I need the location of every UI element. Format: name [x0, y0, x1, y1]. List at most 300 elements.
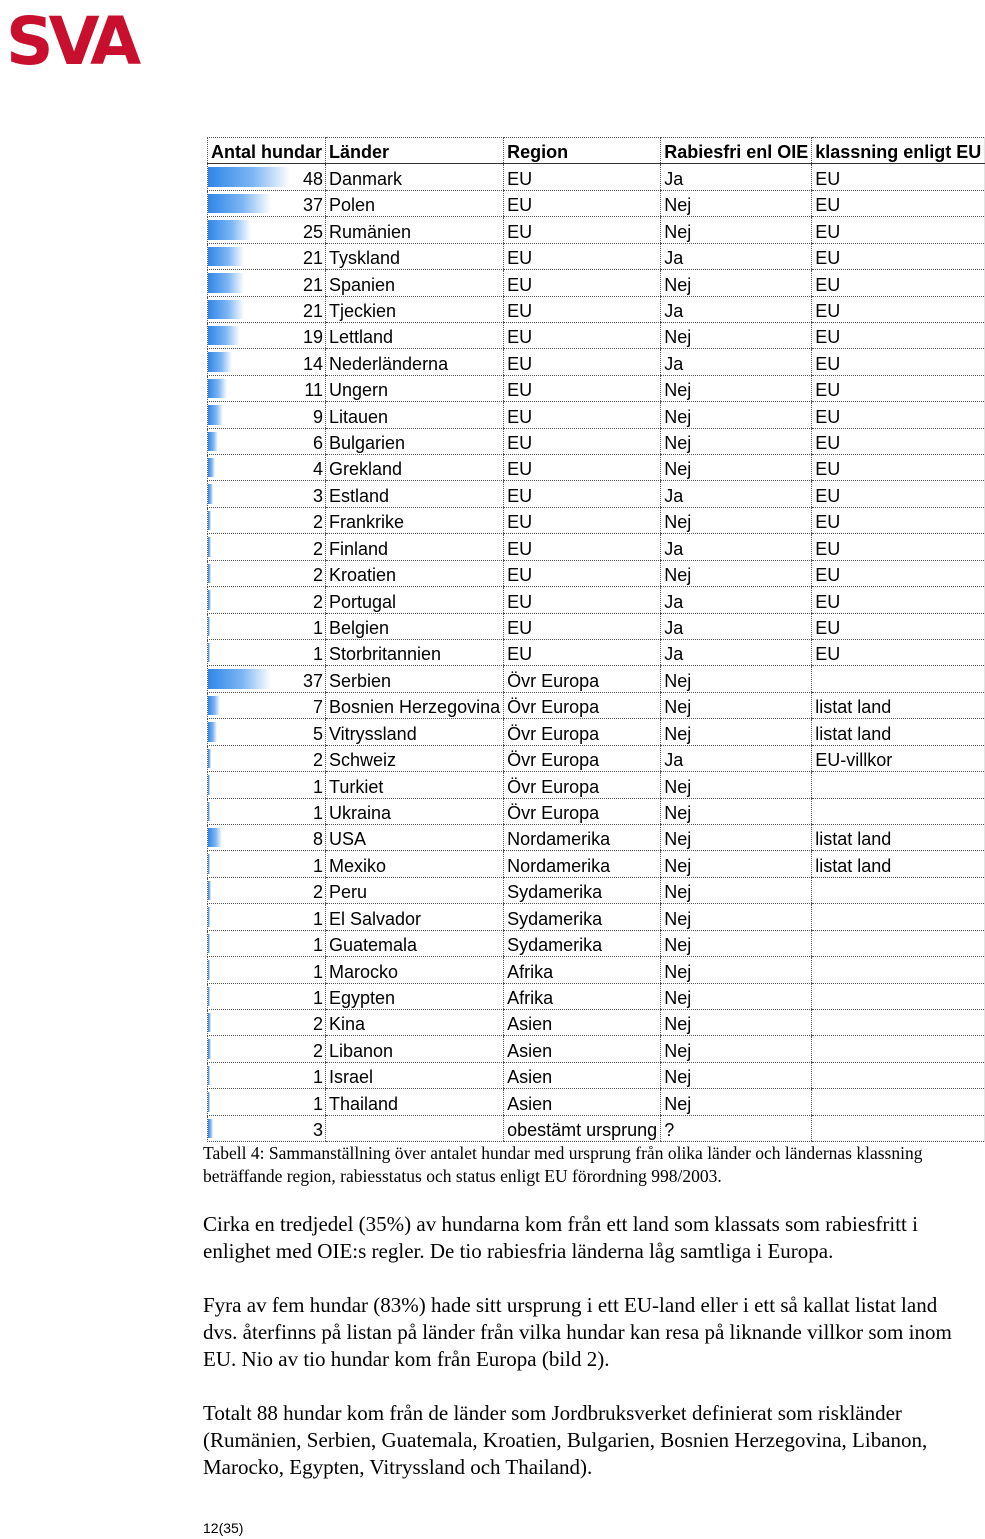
eu-class-cell: EU	[812, 481, 985, 507]
count-value: 1	[312, 618, 323, 639]
rabiesfri-cell: Nej	[661, 560, 812, 586]
count-cell	[208, 322, 326, 348]
count-value: 37	[302, 195, 323, 216]
count-value: 2	[312, 882, 323, 903]
eu-class-cell	[812, 1036, 985, 1062]
rabiesfri-cell: Ja	[661, 296, 812, 322]
region-cell: EU	[504, 349, 661, 375]
region-cell: EU	[504, 428, 661, 454]
count-value: 1	[312, 802, 323, 823]
count-data-bar	[208, 696, 220, 715]
rabiesfri-cell: Nej	[661, 217, 812, 243]
rabiesfri-cell: Nej	[661, 270, 812, 296]
eu-class-cell: listat land	[812, 824, 985, 850]
rabiesfri-cell: Nej	[661, 428, 812, 454]
count-data-bar	[208, 1013, 211, 1032]
country-cell: Turkiet	[326, 772, 504, 798]
count-data-bar	[208, 458, 215, 477]
table-row	[208, 904, 985, 930]
paragraph-rabiesfri: Cirka en tredjedel (35%) av hundarna kom från ett land som klassats som rabiesfritt i enlighet med OIE:s regler. De tio rabiesfria länderna låg samtliga i Europa.	[203, 1212, 918, 1263]
eu-class-cell: EU	[812, 164, 985, 190]
eu-class-cell: listat land	[812, 692, 985, 718]
region-cell: EU	[504, 190, 661, 216]
region-cell: Asien	[504, 1089, 661, 1115]
count-cell	[208, 1115, 326, 1141]
count-value: 2	[312, 1040, 323, 1061]
table-row	[208, 587, 985, 613]
count-cell	[208, 798, 326, 824]
count-data-bar	[208, 590, 211, 609]
eu-class-cell	[812, 798, 985, 824]
eu-class-cell: EU	[812, 587, 985, 613]
count-value: 37	[302, 670, 323, 691]
count-cell	[208, 375, 326, 401]
country-cell: Frankrike	[326, 507, 504, 533]
count-data-bar	[208, 960, 210, 979]
table-row	[208, 772, 985, 798]
rabiesfri-cell: Nej	[661, 1062, 812, 1088]
region-cell: obestämt ursprung	[504, 1115, 661, 1141]
country-cell	[326, 1115, 504, 1141]
eu-class-cell: EU	[812, 270, 985, 296]
count-data-bar	[208, 273, 244, 292]
sva-logo-text: SVA	[6, 3, 137, 80]
count-data-bar	[208, 167, 290, 186]
eu-class-cell: EU	[812, 560, 985, 586]
count-cell	[208, 455, 326, 481]
count-data-bar	[208, 643, 210, 662]
rabiesfri-cell: Nej	[661, 824, 812, 850]
count-data-bar	[208, 669, 271, 688]
rabiesfri-cell: Nej	[661, 455, 812, 481]
region-cell: EU	[504, 164, 661, 190]
header-lander: Länder	[326, 138, 504, 164]
table-row	[208, 719, 985, 745]
count-data-bar	[208, 405, 223, 424]
count-data-bar	[208, 802, 210, 821]
count-cell	[208, 534, 326, 560]
page-number: 12(35)	[203, 1520, 244, 1536]
rabiesfri-cell: Nej	[661, 983, 812, 1009]
table-row	[208, 1089, 985, 1115]
count-data-bar	[208, 537, 211, 556]
count-data-bar	[208, 1092, 210, 1111]
table-row	[208, 613, 985, 639]
count-cell	[208, 481, 326, 507]
count-value: 2	[312, 750, 323, 771]
rabiesfri-cell: Nej	[661, 851, 812, 877]
table-row	[208, 851, 985, 877]
table-row	[208, 930, 985, 956]
count-value: 3	[312, 1120, 323, 1141]
table-caption: Tabell 4: Sammanställning över antalet hundar med ursprung från olika länder och ländernas klassning beträffande region, rabiesstatus och status enligt EU förordning 998/2003.	[203, 1143, 923, 1186]
count-value: 9	[312, 406, 323, 427]
count-value: 1	[312, 987, 323, 1008]
count-cell	[208, 666, 326, 692]
count-value: 19	[302, 327, 323, 348]
table-row	[208, 983, 985, 1009]
count-cell	[208, 560, 326, 586]
rabiesfri-cell: Nej	[661, 375, 812, 401]
country-cell: Finland	[326, 534, 504, 560]
eu-class-cell: EU	[812, 243, 985, 269]
rabiesfri-cell: Ja	[661, 745, 812, 771]
country-cell: Estland	[326, 481, 504, 507]
count-value: 11	[304, 380, 323, 401]
region-cell: Asien	[504, 1036, 661, 1062]
eu-class-cell: EU	[812, 640, 985, 666]
count-cell	[208, 692, 326, 718]
count-value: 48	[302, 168, 323, 189]
table-row	[208, 560, 985, 586]
count-value: 3	[312, 485, 323, 506]
region-cell: Övr Europa	[504, 719, 661, 745]
country-cell: Grekland	[326, 455, 504, 481]
country-cell: Schweiz	[326, 745, 504, 771]
country-cell: Mexiko	[326, 851, 504, 877]
region-cell: EU	[504, 455, 661, 481]
rabiesfri-cell: Nej	[661, 904, 812, 930]
rabiesfri-cell: Nej	[661, 507, 812, 533]
count-cell	[208, 877, 326, 903]
table-row	[208, 243, 985, 269]
rabiesfri-cell: Nej	[661, 772, 812, 798]
country-cell: Spanien	[326, 270, 504, 296]
count-data-bar	[208, 907, 210, 926]
table-row	[208, 217, 985, 243]
region-cell: Övr Europa	[504, 772, 661, 798]
table-row	[208, 745, 985, 771]
count-cell	[208, 190, 326, 216]
region-cell: EU	[504, 296, 661, 322]
count-data-bar	[208, 379, 227, 398]
count-value: 2	[312, 512, 323, 533]
rabiesfri-cell: Nej	[661, 402, 812, 428]
count-cell	[208, 1036, 326, 1062]
table-row	[208, 1009, 985, 1035]
count-value: 1	[312, 935, 323, 956]
count-value: 8	[312, 829, 323, 850]
table-row	[208, 534, 985, 560]
count-cell	[208, 772, 326, 798]
eu-class-cell: EU	[812, 613, 985, 639]
table-row	[208, 190, 985, 216]
count-data-bar	[208, 1066, 210, 1085]
eu-class-cell	[812, 1089, 985, 1115]
region-cell: EU	[504, 375, 661, 401]
count-value: 2	[312, 538, 323, 559]
table-row	[208, 957, 985, 983]
count-data-bar	[208, 934, 210, 953]
count-cell	[208, 270, 326, 296]
count-cell	[208, 243, 326, 269]
rabiesfri-cell: Nej	[661, 1009, 812, 1035]
eu-class-cell: EU	[812, 534, 985, 560]
region-cell: EU	[504, 587, 661, 613]
region-cell: EU	[504, 481, 661, 507]
country-cell: Belgien	[326, 613, 504, 639]
country-cell: Serbien	[326, 666, 504, 692]
count-data-bar	[208, 775, 210, 794]
region-cell: Asien	[504, 1062, 661, 1088]
country-cell: Libanon	[326, 1036, 504, 1062]
rabiesfri-cell: Nej	[661, 930, 812, 956]
count-data-bar	[208, 617, 210, 636]
count-cell	[208, 851, 326, 877]
sva-logo	[6, 3, 162, 80]
rabiesfri-cell: Nej	[661, 957, 812, 983]
region-cell: EU	[504, 507, 661, 533]
eu-class-cell	[812, 666, 985, 692]
count-cell	[208, 428, 326, 454]
count-cell	[208, 402, 326, 428]
country-cell: Rumänien	[326, 217, 504, 243]
count-value: 2	[312, 565, 323, 586]
region-cell: Övr Europa	[504, 692, 661, 718]
table-row	[208, 507, 985, 533]
count-value: 1	[312, 1093, 323, 1114]
count-data-bar	[208, 194, 271, 213]
table-row	[208, 455, 985, 481]
eu-class-cell	[812, 772, 985, 798]
count-data-bar	[208, 1119, 213, 1138]
rabiesfri-cell: Nej	[661, 798, 812, 824]
country-cell: Ukraina	[326, 798, 504, 824]
count-cell	[208, 1062, 326, 1088]
table-row	[208, 428, 985, 454]
count-value: 2	[312, 1014, 323, 1035]
count-value: 7	[312, 697, 323, 718]
rabiesfri-cell: Nej	[661, 1089, 812, 1115]
count-data-bar	[208, 987, 210, 1006]
count-value: 1	[312, 908, 323, 929]
count-data-bar	[208, 247, 244, 266]
table-row	[208, 640, 985, 666]
count-data-bar	[208, 722, 217, 741]
region-cell: EU	[504, 322, 661, 348]
country-cell: Bulgarien	[326, 428, 504, 454]
eu-class-cell	[812, 1115, 985, 1141]
region-cell: EU	[504, 534, 661, 560]
country-cell: Peru	[326, 877, 504, 903]
eu-class-cell: EU	[812, 190, 985, 216]
rabiesfri-cell: Nej	[661, 692, 812, 718]
count-cell	[208, 745, 326, 771]
table-body	[208, 164, 985, 1142]
eu-class-cell: listat land	[812, 851, 985, 877]
count-data-bar	[208, 300, 244, 319]
country-cell: Marocko	[326, 957, 504, 983]
country-cell: Israel	[326, 1062, 504, 1088]
country-cell: Tjeckien	[326, 296, 504, 322]
count-value: 25	[302, 221, 323, 242]
header-antal-hundar: Antal hundar	[208, 138, 326, 164]
country-cell: Nederländerna	[326, 349, 504, 375]
count-value: 2	[312, 591, 323, 612]
count-value: 1	[312, 855, 323, 876]
paragraph-risklander: Totalt 88 hundar kom från de länder som Jordbruksverket definierat som riskländer (Rumänien, Serbien, Guatemala, Kroatien, Bulgarien, Bosnien Herzegovina, Libanon, Marocko, Egypten, Vitryssland och Thailand).	[203, 1401, 928, 1479]
count-data-bar	[208, 749, 211, 768]
region-cell: Asien	[504, 1009, 661, 1035]
count-cell	[208, 904, 326, 930]
eu-class-cell: EU	[812, 375, 985, 401]
eu-class-cell: EU	[812, 507, 985, 533]
count-value: 6	[312, 433, 323, 454]
count-cell	[208, 507, 326, 533]
eu-class-cell	[812, 1062, 985, 1088]
region-cell: Nordamerika	[504, 824, 661, 850]
country-cell: USA	[326, 824, 504, 850]
count-value: 4	[312, 459, 323, 480]
count-cell	[208, 930, 326, 956]
region-cell: EU	[504, 402, 661, 428]
country-cell: Lettland	[326, 322, 504, 348]
eu-class-cell: EU	[812, 402, 985, 428]
count-data-bar	[208, 432, 218, 451]
rabiesfri-cell: Nej	[661, 666, 812, 692]
table-row	[208, 270, 985, 296]
table-row	[208, 798, 985, 824]
count-data-bar	[208, 220, 251, 239]
region-cell: Sydamerika	[504, 930, 661, 956]
count-value: 14	[302, 353, 323, 374]
region-cell: Afrika	[504, 983, 661, 1009]
country-cell: Tyskland	[326, 243, 504, 269]
rabiesfri-cell: Ja	[661, 640, 812, 666]
count-cell	[208, 640, 326, 666]
region-cell: EU	[504, 560, 661, 586]
count-value: 21	[302, 300, 323, 321]
rabiesfri-cell: Nej	[661, 1036, 812, 1062]
eu-class-cell: listat land	[812, 719, 985, 745]
rabiesfri-cell: Ja	[661, 164, 812, 190]
region-cell: Övr Europa	[504, 745, 661, 771]
count-value: 5	[312, 723, 323, 744]
count-data-bar	[208, 1039, 211, 1058]
table-row	[208, 349, 985, 375]
count-data-bar	[208, 828, 222, 847]
eu-class-cell: EU	[812, 322, 985, 348]
rabiesfri-cell: Ja	[661, 481, 812, 507]
count-data-bar	[208, 854, 210, 873]
paragraph-eu-listat: Fyra av fem hundar (83%) hade sitt ursprung i ett EU-land eller i ett så kallat listat land dvs. återfinns på listan på länder från vilka hundar kan resa på liknande villkor som inom EU. Nio av tio hundar kom från Europa (bild 2).	[203, 1293, 952, 1371]
region-cell: EU	[504, 270, 661, 296]
rabiesfri-cell: Ja	[661, 349, 812, 375]
count-cell	[208, 296, 326, 322]
region-cell: EU	[504, 640, 661, 666]
count-cell	[208, 957, 326, 983]
table-row	[208, 877, 985, 903]
region-cell: Sydamerika	[504, 877, 661, 903]
country-cell: Ungern	[326, 375, 504, 401]
eu-class-cell: EU	[812, 296, 985, 322]
count-cell	[208, 587, 326, 613]
table-row	[208, 375, 985, 401]
region-cell: Övr Europa	[504, 666, 661, 692]
rabiesfri-cell: Ja	[661, 587, 812, 613]
country-cell: Litauen	[326, 402, 504, 428]
country-cell: Danmark	[326, 164, 504, 190]
country-cell: Storbritannien	[326, 640, 504, 666]
table-row	[208, 1036, 985, 1062]
count-cell	[208, 1089, 326, 1115]
table-row	[208, 481, 985, 507]
count-value: 1	[312, 1067, 323, 1088]
rabiesfri-cell: Nej	[661, 719, 812, 745]
eu-class-cell: EU	[812, 428, 985, 454]
country-cell: Portugal	[326, 587, 504, 613]
count-cell	[208, 719, 326, 745]
count-value: 21	[302, 274, 323, 295]
count-data-bar	[208, 352, 232, 371]
rabiesfri-cell: Ja	[661, 613, 812, 639]
country-cell: Polen	[326, 190, 504, 216]
country-cell: Egypten	[326, 983, 504, 1009]
count-cell	[208, 613, 326, 639]
header-region: Region	[504, 138, 661, 164]
table-row	[208, 824, 985, 850]
count-cell	[208, 349, 326, 375]
dog-origin-table	[207, 137, 985, 1142]
eu-class-cell: EU	[812, 217, 985, 243]
table-row	[208, 296, 985, 322]
table-row	[208, 164, 985, 190]
header-rabiesfri: Rabiesfri enl OIE	[661, 138, 812, 164]
region-cell: EU	[504, 243, 661, 269]
table-row	[208, 692, 985, 718]
region-cell: EU	[504, 613, 661, 639]
eu-class-cell	[812, 983, 985, 1009]
region-cell: EU	[504, 217, 661, 243]
eu-class-cell	[812, 957, 985, 983]
country-cell: Bosnien Herzegovina	[326, 692, 504, 718]
count-value: 1	[312, 776, 323, 797]
count-data-bar	[208, 564, 211, 583]
rabiesfri-cell: Nej	[661, 190, 812, 216]
table-row	[208, 666, 985, 692]
rabiesfri-cell: ?	[661, 1115, 812, 1141]
count-value: 1	[312, 961, 323, 982]
region-cell: Sydamerika	[504, 904, 661, 930]
eu-class-cell: EU	[812, 349, 985, 375]
eu-class-cell	[812, 877, 985, 903]
table-row	[208, 322, 985, 348]
country-cell: Kroatien	[326, 560, 504, 586]
count-cell	[208, 164, 326, 190]
table-row	[208, 402, 985, 428]
eu-class-cell	[812, 1009, 985, 1035]
count-cell	[208, 1009, 326, 1035]
region-cell: Afrika	[504, 957, 661, 983]
eu-class-cell: EU	[812, 455, 985, 481]
eu-class-cell	[812, 904, 985, 930]
region-cell: Övr Europa	[504, 798, 661, 824]
country-cell: Vitryssland	[326, 719, 504, 745]
count-data-bar	[208, 484, 213, 503]
count-value: 1	[312, 644, 323, 665]
table-header-row	[208, 138, 985, 164]
region-cell: Nordamerika	[504, 851, 661, 877]
rabiesfri-cell: Nej	[661, 322, 812, 348]
rabiesfri-cell: Ja	[661, 243, 812, 269]
count-cell	[208, 824, 326, 850]
country-cell: El Salvador	[326, 904, 504, 930]
rabiesfri-cell: Nej	[661, 877, 812, 903]
country-cell: Kina	[326, 1009, 504, 1035]
header-eu-klassning: klassning enligt EU	[812, 138, 985, 164]
count-cell	[208, 217, 326, 243]
eu-class-cell: EU-villkor	[812, 745, 985, 771]
